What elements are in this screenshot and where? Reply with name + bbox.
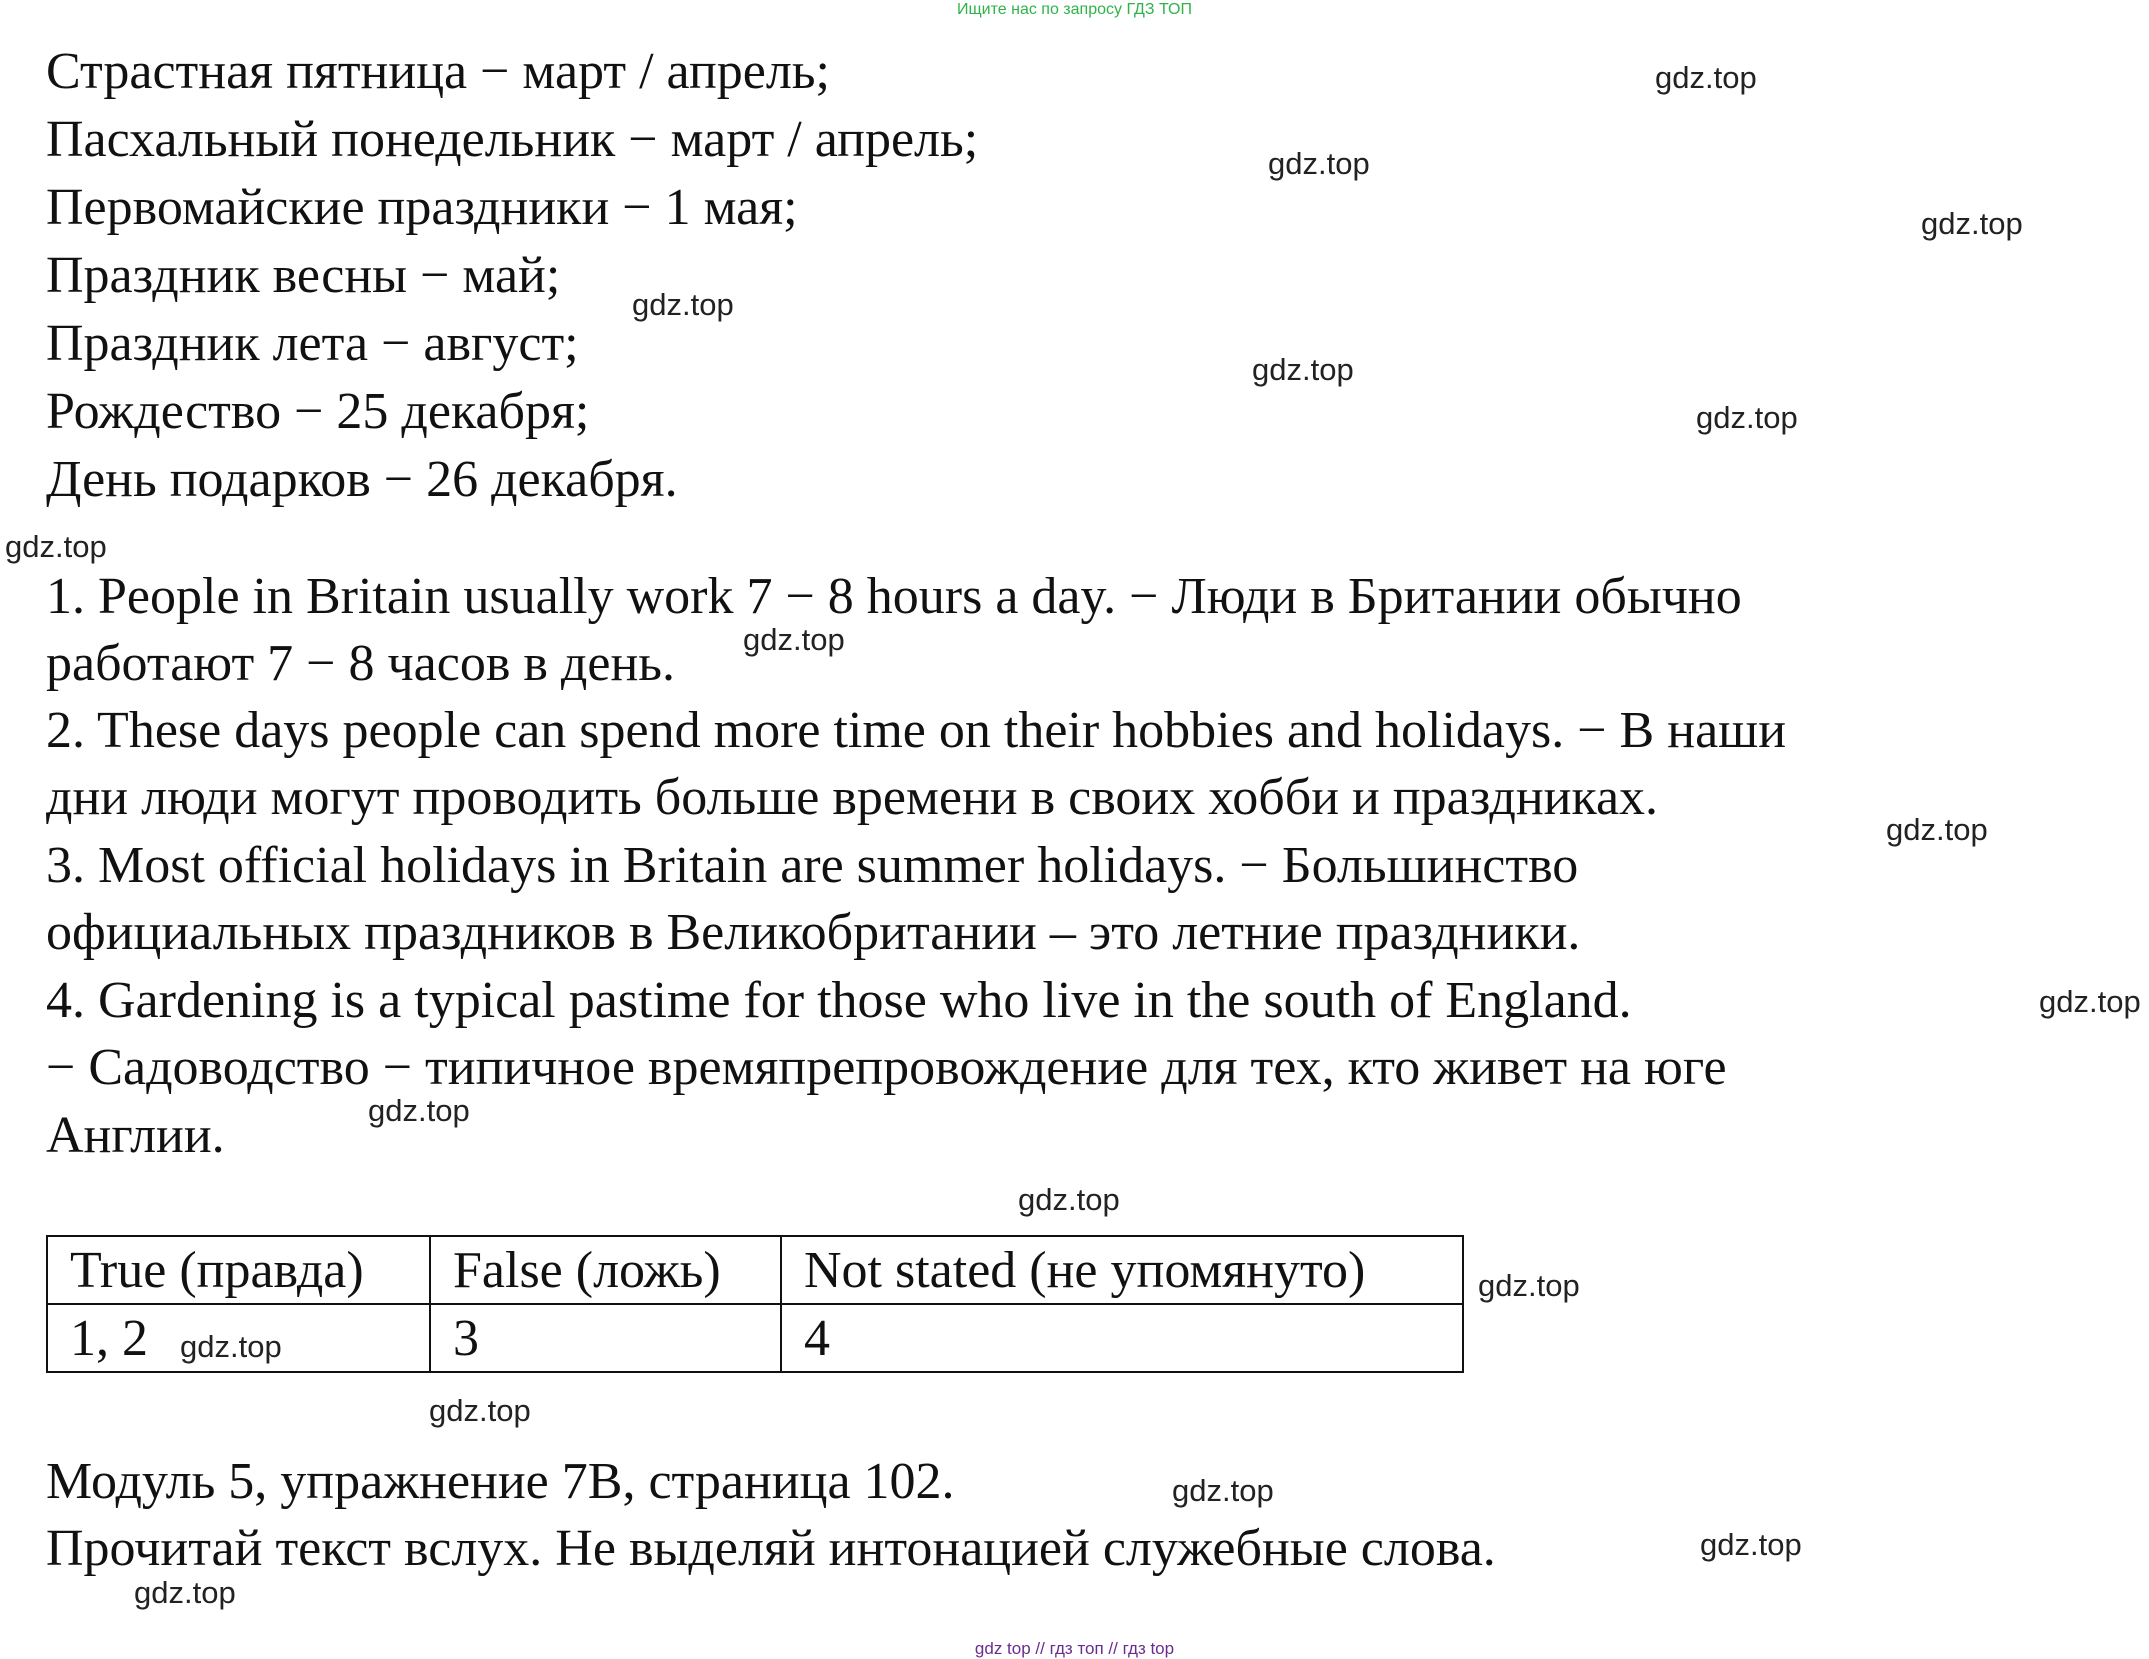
watermark: gdz.top bbox=[5, 529, 107, 564]
watermark: gdz.top bbox=[134, 1575, 236, 1610]
holiday-line: Пасхальный понедельник − март / апрель; bbox=[46, 111, 979, 168]
sentence-line: официальных праздников в Великобритании – это летние праздники. bbox=[46, 904, 1581, 961]
watermark: gdz.top bbox=[743, 622, 845, 657]
holiday-line: День подарков − 26 декабря. bbox=[46, 451, 678, 508]
watermark: gdz.top bbox=[1696, 400, 1798, 435]
table-header-cell: True (правда) bbox=[47, 1236, 430, 1304]
watermark: gdz.top bbox=[1655, 60, 1757, 95]
holiday-line: Рождество − 25 декабря; bbox=[46, 383, 590, 440]
watermark: gdz.top bbox=[1172, 1473, 1274, 1508]
sentence-line: Англии. bbox=[46, 1107, 225, 1164]
watermark: gdz.top bbox=[1268, 146, 1370, 181]
watermark: gdz.top bbox=[1921, 206, 2023, 241]
holiday-line: Страстная пятница − март / апрель; bbox=[46, 43, 830, 100]
holiday-line: Праздник лета − август; bbox=[46, 315, 579, 372]
holiday-line: Праздник весны − май; bbox=[46, 247, 561, 304]
watermark: gdz.top bbox=[1478, 1268, 1580, 1303]
table-header-cell: False (ложь) bbox=[430, 1236, 781, 1304]
watermark: gdz.top bbox=[2039, 984, 2141, 1019]
sentence-line: 2. These days people can spend more time on their hobbies and holidays. − В наши bbox=[46, 702, 1787, 759]
watermark: gdz.top bbox=[1252, 352, 1354, 387]
watermark: gdz.top bbox=[1700, 1527, 1802, 1562]
table-cell: 1, 2 bbox=[47, 1304, 430, 1372]
watermark: gdz.top bbox=[1018, 1182, 1120, 1217]
watermark: gdz.top bbox=[429, 1393, 531, 1428]
sentence-line: 3. Most official holidays in Britain are summer holidays. − Большинство bbox=[46, 837, 1579, 894]
watermark: gdz.top bbox=[180, 1329, 282, 1364]
table-cell: 3 bbox=[430, 1304, 781, 1372]
watermark: gdz.top bbox=[368, 1093, 470, 1128]
table-header-row bbox=[47, 1236, 1463, 1304]
search-banner[interactable]: Ищите нас по запросу ГДЗ ТОП bbox=[957, 1, 1192, 18]
watermark: gdz.top bbox=[1886, 812, 1988, 847]
sentence-line: 4. Gardening is a typical pastime for those who live in the south of England. bbox=[46, 972, 1632, 1029]
sentence-line: 1. People in Britain usually work 7 − 8 hours a day. − Люди в Британии обычно bbox=[46, 568, 1742, 625]
table-header-cell: Not stated (не упомянуто) bbox=[781, 1236, 1463, 1304]
module-instruction: Прочитай текст вслух. Не выделяй интонацией служебные слова. bbox=[46, 1520, 1496, 1577]
module-title: Модуль 5, упражнение 7B, страница 102. bbox=[46, 1453, 955, 1510]
sentence-line: работают 7 − 8 часов в день. bbox=[46, 635, 676, 692]
sentence-line: − Садоводство − типичное времяпрепровождение для тех, кто живет на юге bbox=[46, 1039, 1727, 1096]
footer-links[interactable]: gdz top // гдз топ // гдз top bbox=[974, 1639, 1175, 1658]
watermark: gdz.top bbox=[632, 287, 734, 322]
sentence-line: дни люди могут проводить больше времени в своих хобби и праздниках. bbox=[46, 769, 1659, 826]
table-cell: 4 bbox=[781, 1304, 1463, 1372]
holiday-line: Первомайские праздники − 1 мая; bbox=[46, 179, 798, 236]
